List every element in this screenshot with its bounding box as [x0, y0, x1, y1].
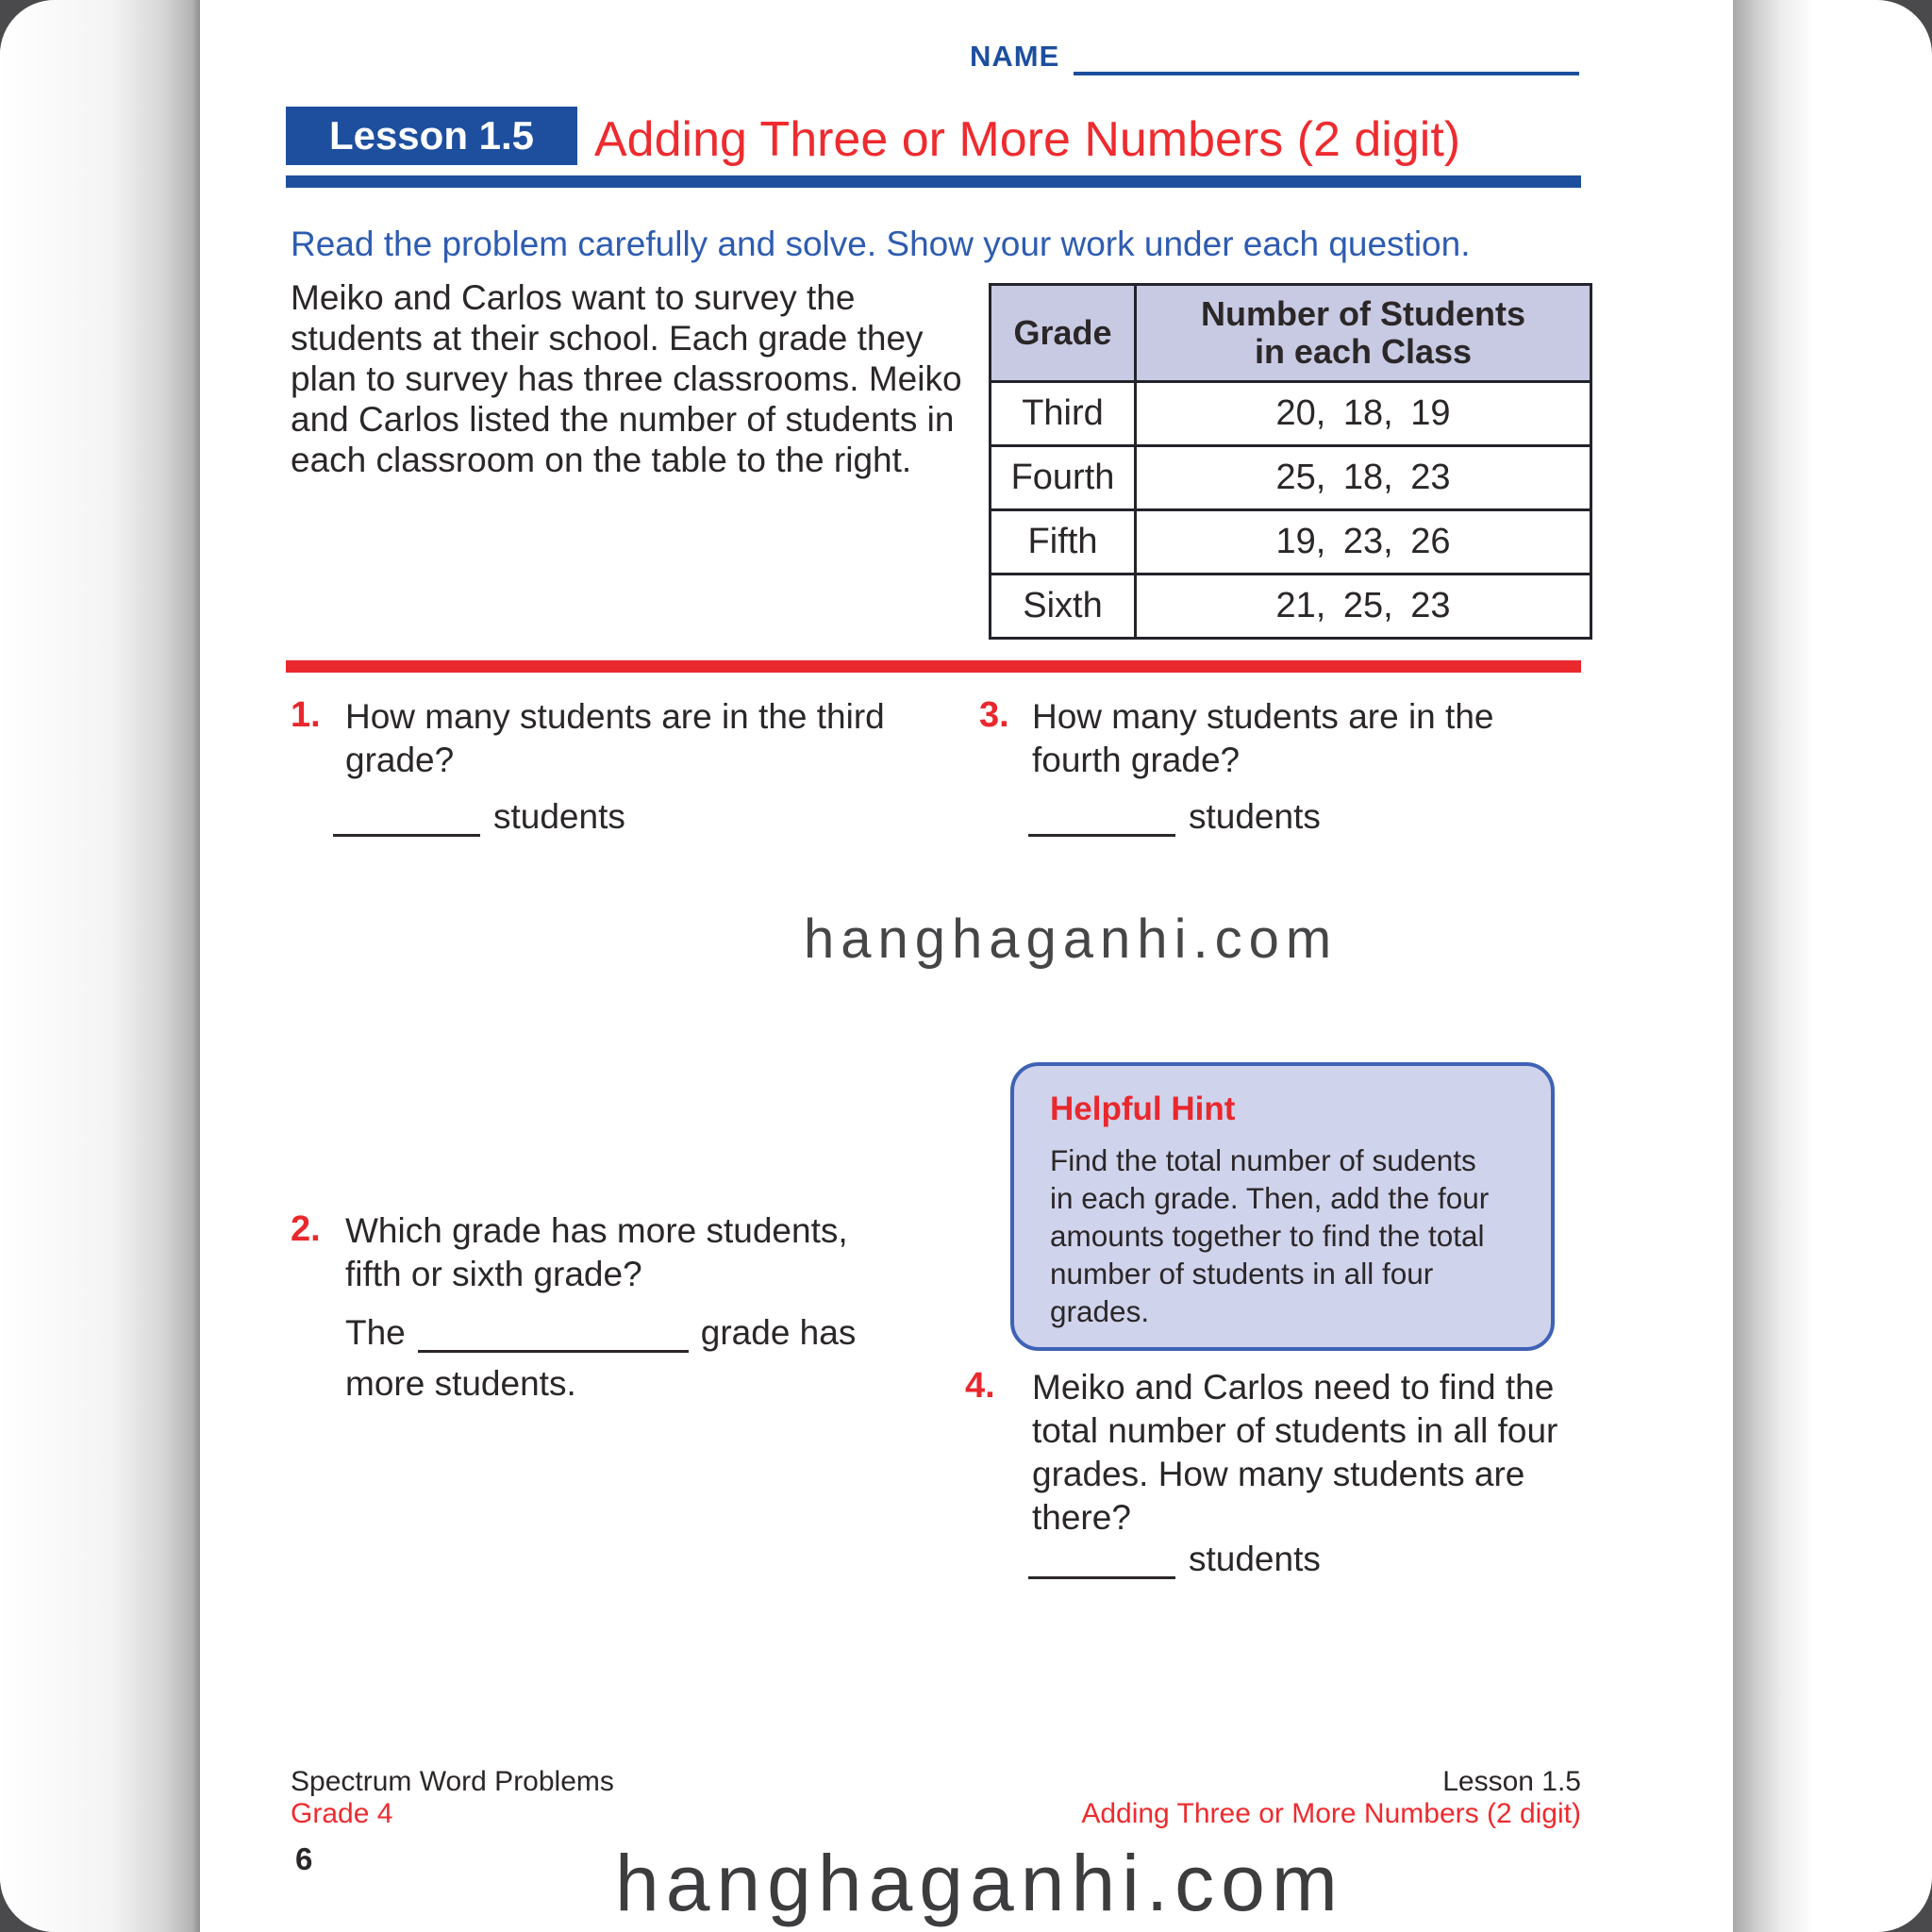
hint-line: number of students in all four — [1050, 1257, 1434, 1291]
counts-cell: 21, 25, 23 — [1136, 575, 1591, 639]
question-line: Meiko and Carlos need to find the — [1032, 1368, 1555, 1407]
header-rule — [286, 175, 1581, 188]
hint-line: Find the total number of sudents — [1050, 1143, 1476, 1177]
answer-suffix: grade has — [700, 1313, 857, 1352]
watermark-top: hanghaganhi.com — [804, 908, 1339, 970]
question-line: there? — [1032, 1498, 1131, 1537]
question-2-answer — [345, 1313, 856, 1353]
counts-cell: 20, 18, 19 — [1136, 382, 1591, 446]
footer-grade: Grade 4 — [291, 1798, 393, 1829]
problem-line: plan to survey has three classrooms. Meiko — [291, 359, 962, 398]
question-line: How many students are in the third — [345, 697, 885, 736]
name-blank-line — [1074, 38, 1579, 75]
page-title: Adding Three or More Numbers (2 digit) — [594, 112, 1461, 167]
grade-cell: Fourth — [991, 446, 1136, 510]
footer-left — [291, 1766, 614, 1830]
problem-line: each classroom on the table to the right. — [291, 441, 912, 479]
question-2-answer-line2: more students. — [345, 1364, 576, 1403]
question-line: How many students are in the — [1032, 697, 1494, 736]
section-divider — [286, 660, 1581, 673]
question-4-answer — [1028, 1540, 1321, 1579]
answer-blank — [333, 802, 480, 837]
counts-cell: 25, 18, 23 — [1136, 446, 1591, 510]
footer-lesson-ref: Lesson 1.5 — [1442, 1766, 1581, 1797]
answer-blank — [418, 1318, 689, 1353]
answer-unit-label: students — [493, 797, 625, 836]
counts-header-line: in each Class — [1254, 332, 1473, 371]
grade-cell: Sixth — [991, 575, 1136, 639]
question-2-number: 2. — [291, 1209, 321, 1249]
name-label: NAME — [970, 40, 1060, 73]
hint-line: in each grade. Then, add the four — [1050, 1181, 1490, 1215]
footer-right — [943, 1766, 1581, 1830]
question-4-text — [1032, 1366, 1557, 1540]
grade-column-header: Grade — [991, 285, 1136, 382]
question-line: fifth or sixth grade? — [345, 1255, 642, 1293]
question-line: fourth grade? — [1032, 741, 1241, 779]
instruction-text: Read the problem carefully and solve. Show your work under each question. — [291, 225, 1471, 263]
footer-series: Spectrum Word Problems — [291, 1766, 614, 1797]
answer-unit-label: students — [1189, 797, 1321, 836]
question-line: total number of students in all four — [1032, 1411, 1558, 1450]
answer-blank — [1028, 802, 1175, 837]
question-line: Which grade has more students, — [345, 1211, 848, 1250]
problem-line: and Carlos listed the number of students in — [291, 400, 955, 439]
question-1-text — [345, 695, 885, 782]
question-3-answer — [1028, 797, 1321, 837]
answer-prefix: The — [345, 1313, 406, 1352]
students-table — [989, 283, 1592, 640]
question-4-number: 4. — [965, 1366, 995, 1406]
helpful-hint-box — [1010, 1062, 1555, 1351]
counts-header-line: Number of Students — [1200, 294, 1525, 333]
question-3-text — [1032, 695, 1493, 782]
problem-line: students at their school. Each grade they — [291, 319, 924, 358]
counts-column-header — [1136, 285, 1591, 382]
footer-lesson-title: Adding Three or More Numbers (2 digit) — [1081, 1798, 1581, 1829]
table-row — [991, 382, 1591, 446]
watermark-bottom: hanghaganhi.com — [615, 1839, 1344, 1927]
question-3-number: 3. — [979, 695, 1009, 735]
question-1-number: 1. — [291, 695, 321, 735]
hint-title: Helpful Hint — [1050, 1091, 1236, 1127]
counts-cell: 19, 23, 26 — [1136, 510, 1591, 575]
hint-body — [1050, 1141, 1551, 1330]
problem-paragraph — [291, 277, 962, 480]
table-row — [991, 575, 1591, 639]
hint-line: amounts together to find the total — [1050, 1219, 1485, 1253]
hint-line: grades. — [1050, 1294, 1150, 1328]
answer-unit-label: students — [1189, 1540, 1321, 1578]
page-number: 6 — [295, 1841, 313, 1876]
page-right-edge-shadow — [1733, 0, 1814, 1932]
grade-cell: Third — [991, 382, 1136, 446]
question-1-answer — [333, 797, 625, 837]
question-line: grade? — [345, 741, 455, 779]
lesson-badge: Lesson 1.5 — [286, 107, 577, 165]
problem-line: Meiko and Carlos want to survey the — [291, 278, 856, 317]
question-line: grades. How many students are — [1032, 1455, 1525, 1493]
table-header-row — [991, 285, 1591, 382]
page-curl-shadow — [0, 0, 200, 1932]
answer-blank — [1028, 1544, 1175, 1579]
table-row — [991, 446, 1591, 510]
grade-cell: Fifth — [991, 510, 1136, 575]
question-2-text — [345, 1209, 848, 1296]
table-row — [991, 510, 1591, 575]
